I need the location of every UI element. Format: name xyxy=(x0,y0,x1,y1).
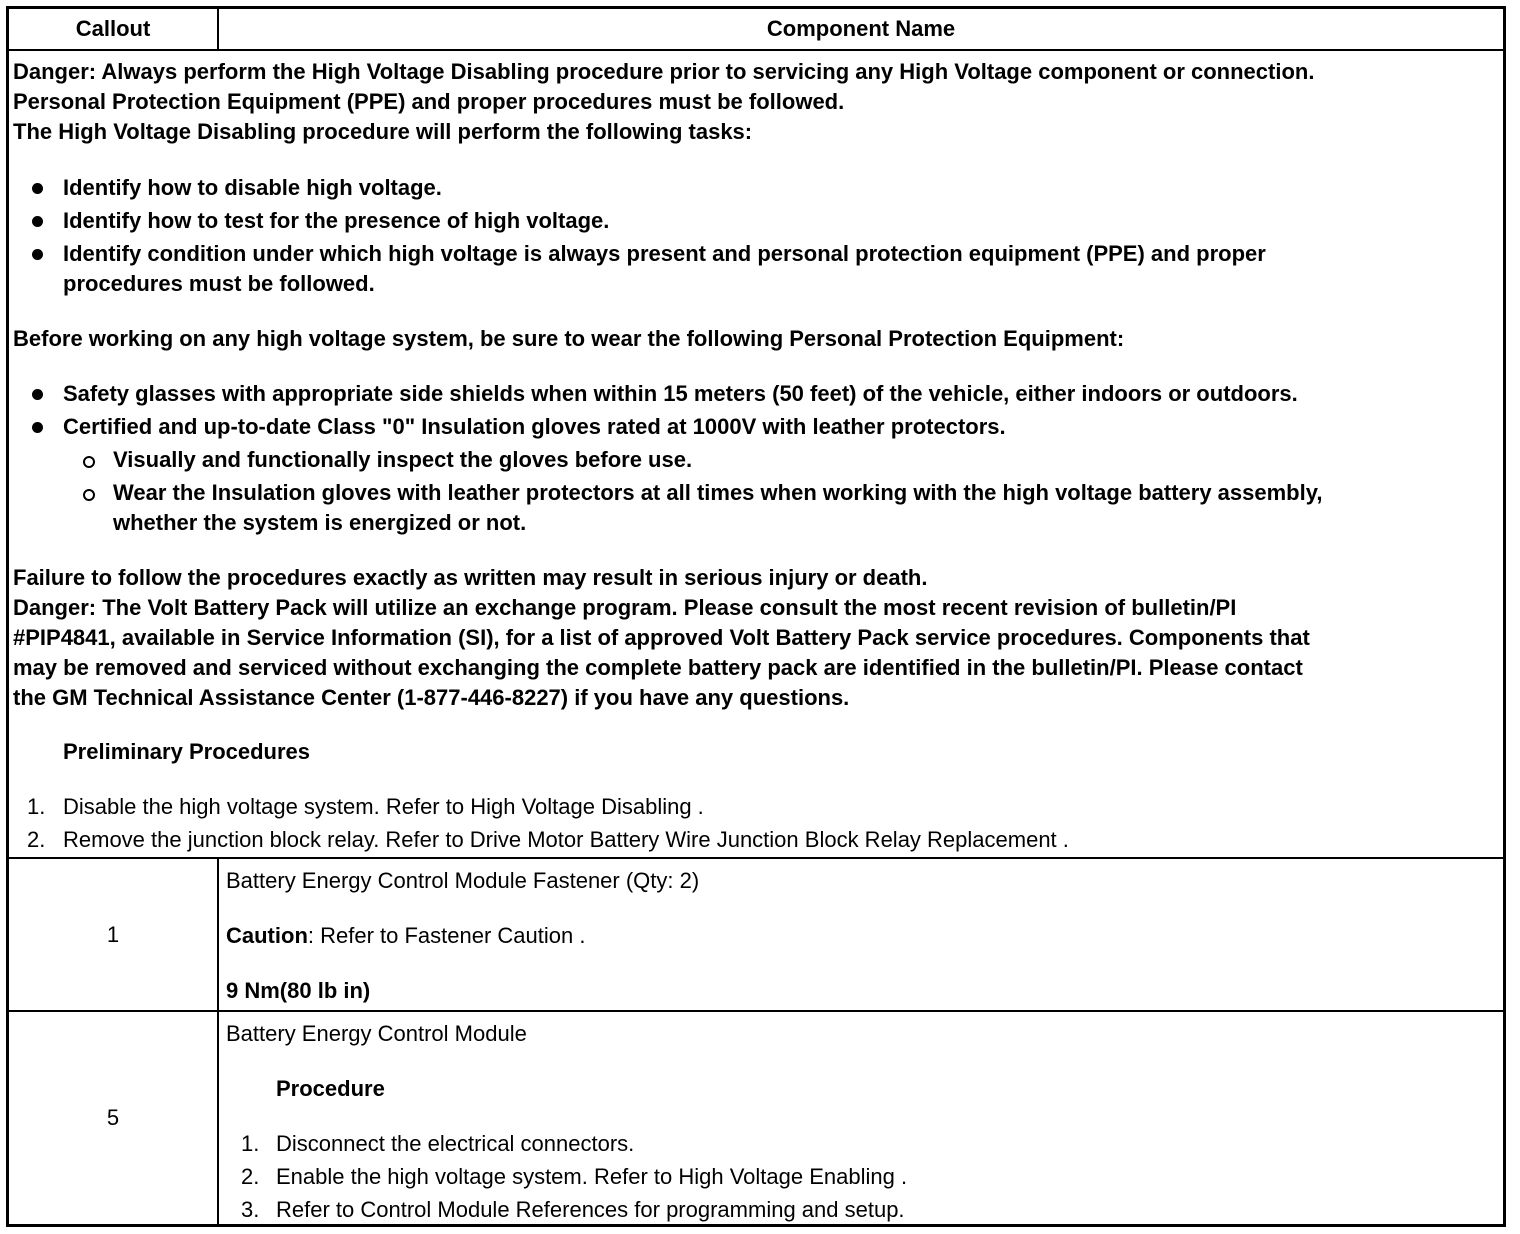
procedure-step: Disconnect the electrical connectors. xyxy=(276,1131,635,1156)
component-cell xyxy=(219,1012,1503,1224)
component-name-header: Component Name xyxy=(766,16,956,41)
ppe-item: Certified and up-to-date Class "0" Insulation gloves rated at 1000V with leather protectors. xyxy=(63,414,1006,439)
bullet-icon xyxy=(32,216,43,227)
preliminary-step: Disable the high voltage system. Refer to High Voltage Disabling . xyxy=(63,794,704,819)
step-number: 2. xyxy=(241,1164,260,1189)
danger2-line: #PIP4841, available in Service Information (SI), for a list of approved Volt Battery Pack service procedures. Components that xyxy=(13,625,1310,650)
sub-bullet-icon xyxy=(83,456,95,468)
danger-line-2: Personal Protection Equipment (PPE) and proper procedures must be followed. xyxy=(13,89,845,114)
step-number: 1. xyxy=(27,794,46,819)
ppe-intro: Before working on any high voltage system, be sure to wear the following Personal Protection Equipment: xyxy=(13,326,1125,351)
ppe-sub-item: Visually and functionally inspect the gloves before use. xyxy=(113,447,693,472)
component-name: Battery Energy Control Module Fastener (Qty: 2) xyxy=(226,868,700,893)
step-number: 3. xyxy=(241,1197,260,1222)
task-item: Identify condition under which high voltage is always present and personal protection equipment (PPE) and proper xyxy=(63,241,1266,266)
callout-header: Callout xyxy=(9,9,219,49)
component-cell xyxy=(219,859,1503,1010)
danger2-line: Danger: The Volt Battery Pack will utilize an exchange program. Please consult the most recent revision of bulletin/PI xyxy=(13,595,1237,620)
notice-row xyxy=(9,51,1503,859)
bullet-icon xyxy=(32,389,43,400)
sub-bullet-icon xyxy=(83,489,95,501)
danger2-line: may be removed and serviced without exchanging the complete battery pack are identified in the bulletin/PI. Please contact xyxy=(13,655,1303,680)
procedure-title: Procedure xyxy=(276,1076,385,1101)
failure-warning: Failure to follow the procedures exactly as written may result in serious injury or death. xyxy=(13,565,928,590)
task-item-continued: procedures must be followed. xyxy=(63,271,375,296)
table-header-row xyxy=(9,9,1503,51)
caution-label: Caution xyxy=(226,923,308,948)
table-row xyxy=(9,859,1503,1012)
danger-line-3: The High Voltage Disabling procedure will perform the following tasks: xyxy=(13,119,753,144)
ppe-item: Safety glasses with appropriate side shields when within 15 meters (50 feet) of the vehicle, either indoors or outdoors. xyxy=(63,381,1298,406)
component-name: Battery Energy Control Module xyxy=(226,1021,527,1046)
danger2-line: the GM Technical Assistance Center (1-877-446-8227) if you have any questions. xyxy=(13,685,850,710)
danger-line-1: Danger: Always perform the High Voltage Disabling procedure prior to servicing any High Voltage component or connection. xyxy=(13,59,1315,84)
callout-number: 1 xyxy=(9,859,219,1010)
procedure-step: Refer to Control Module References for programming and setup. xyxy=(276,1197,905,1222)
step-number: 2. xyxy=(27,827,46,852)
table-row xyxy=(9,1012,1503,1224)
preliminary-step: Remove the junction block relay. Refer to Drive Motor Battery Wire Junction Block Relay Replacement . xyxy=(63,827,1069,852)
task-item: Identify how to disable high voltage. xyxy=(63,175,442,200)
component-table xyxy=(6,6,1506,1227)
step-number: 1. xyxy=(241,1131,260,1156)
caution-text: : Refer to Fastener Caution . xyxy=(307,923,586,948)
ppe-sub-item-continued: whether the system is energized or not. xyxy=(113,510,527,535)
caution-line xyxy=(226,921,585,951)
task-item: Identify how to test for the presence of high voltage. xyxy=(63,208,610,233)
bullet-icon xyxy=(32,183,43,194)
torque-spec: 9 Nm(80 lb in) xyxy=(226,978,371,1003)
callout-number: 5 xyxy=(9,1012,219,1224)
preliminary-procedures-title: Preliminary Procedures xyxy=(63,739,311,764)
procedure-step: Enable the high voltage system. Refer to High Voltage Enabling . xyxy=(276,1164,908,1189)
ppe-sub-item: Wear the Insulation gloves with leather protectors at all times when working with the high voltage battery assembly, xyxy=(113,480,1323,505)
bullet-icon xyxy=(32,422,43,433)
bullet-icon xyxy=(32,249,43,260)
